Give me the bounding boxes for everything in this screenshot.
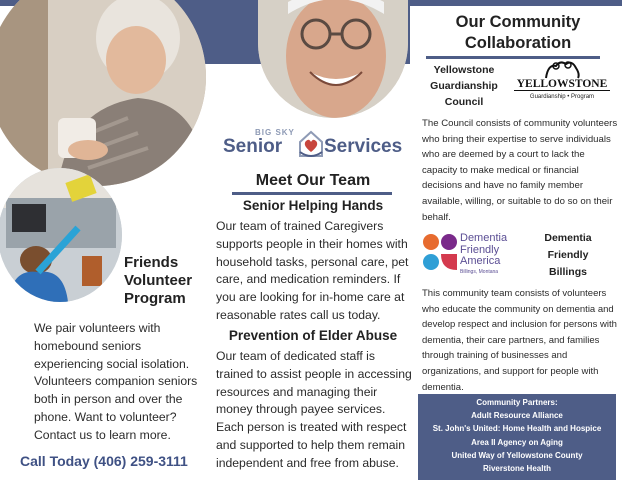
yellowstone-logo-subtext: Guardianship • Program (529, 94, 595, 100)
partner-item: Area II Agency on Aging (471, 437, 563, 447)
divider (426, 56, 600, 59)
photo-cleaning-helper (0, 168, 122, 302)
dfa-line1: Dementia (460, 232, 508, 244)
meet-our-team-heading: Meet Our Team (255, 172, 371, 189)
friends-volunteer-text: We pair volunteers with homebound seniors experiencing social isolation. Volunteers companion seniors both in person and over the phone. Want to volunteer? Contact us to learn more. (34, 321, 198, 442)
dfa-line3: America (460, 255, 501, 267)
partner-item: Riverstone Health (482, 464, 552, 474)
partner-item: Adult Resource Alliance (471, 411, 563, 421)
elder-abuse-text: Our team of dedicated staff is trained to assist people in accessing resources and managing their money through payee services. Each person is treated with respect and supported to help them remain independent and free from abuse. (216, 349, 412, 470)
senior-services-logo (220, 128, 406, 172)
photo-woman-with-mug (0, 0, 206, 186)
logo-senior-text: Senior (223, 136, 283, 157)
yellowstone-guardianship-logo (512, 60, 612, 104)
logo-services-text: Services (324, 136, 403, 157)
dfa-location: Billings, Montana (460, 269, 499, 275)
dementia-friendly-billings-name: Dementia Friendly Billings (544, 232, 592, 278)
logo-bigsky-text: BIG SKY (255, 128, 295, 137)
elder-abuse-heading: Prevention of Elder Abuse (228, 328, 398, 343)
partner-item: United Way of Yellowstone County (451, 450, 583, 460)
senior-helping-hands-heading: Senior Helping Hands (242, 198, 384, 213)
partners-title: Community Partners: (476, 398, 558, 407)
partner-item: St. John's United: Home Health and Hospice (432, 424, 602, 434)
council-description: The Council consists of community volunteers who bring their expertise to serve individuals who are deemed by a court to lack the capacity to make medical or financial decisions and have no family member available, willing, or suitable to do so on their behalf. (422, 118, 618, 223)
photo-smiling-man (258, 0, 408, 118)
helping-hands-text: Our team of trained Caregivers supports people in their homes with household tasks, personal care, pet care, and medication reminders. If you are looking for in-home care at reasonable rates call us today. (216, 219, 409, 322)
house-heart-icon (298, 128, 324, 160)
call-today-phone[interactable]: Call Today (406) 259-3111 (20, 453, 188, 469)
dementia-friendly-america-logo (422, 232, 526, 278)
dfa-line2: Friendly (460, 243, 500, 256)
guardianship-council-name: Yellowstone Guardianship Council (430, 64, 498, 108)
friends-volunteer-heading: Friends Volunteer Program (124, 254, 193, 307)
divider (232, 192, 392, 195)
family-figures-icon (512, 60, 612, 80)
community-partners-box (418, 394, 616, 480)
dfa-mark-icon (422, 232, 458, 276)
community-collaboration-heading: Our Community Collaboration (455, 13, 581, 52)
yellowstone-logo-text: YELLOWSTONE (514, 78, 610, 91)
dementia-description: This community team consists of volunteers who educate the community on dementia and develop respect and inclusion for persons with dementia, their care partners, and families through training of businesses and organizations, and support for people with dementia. (422, 288, 617, 393)
